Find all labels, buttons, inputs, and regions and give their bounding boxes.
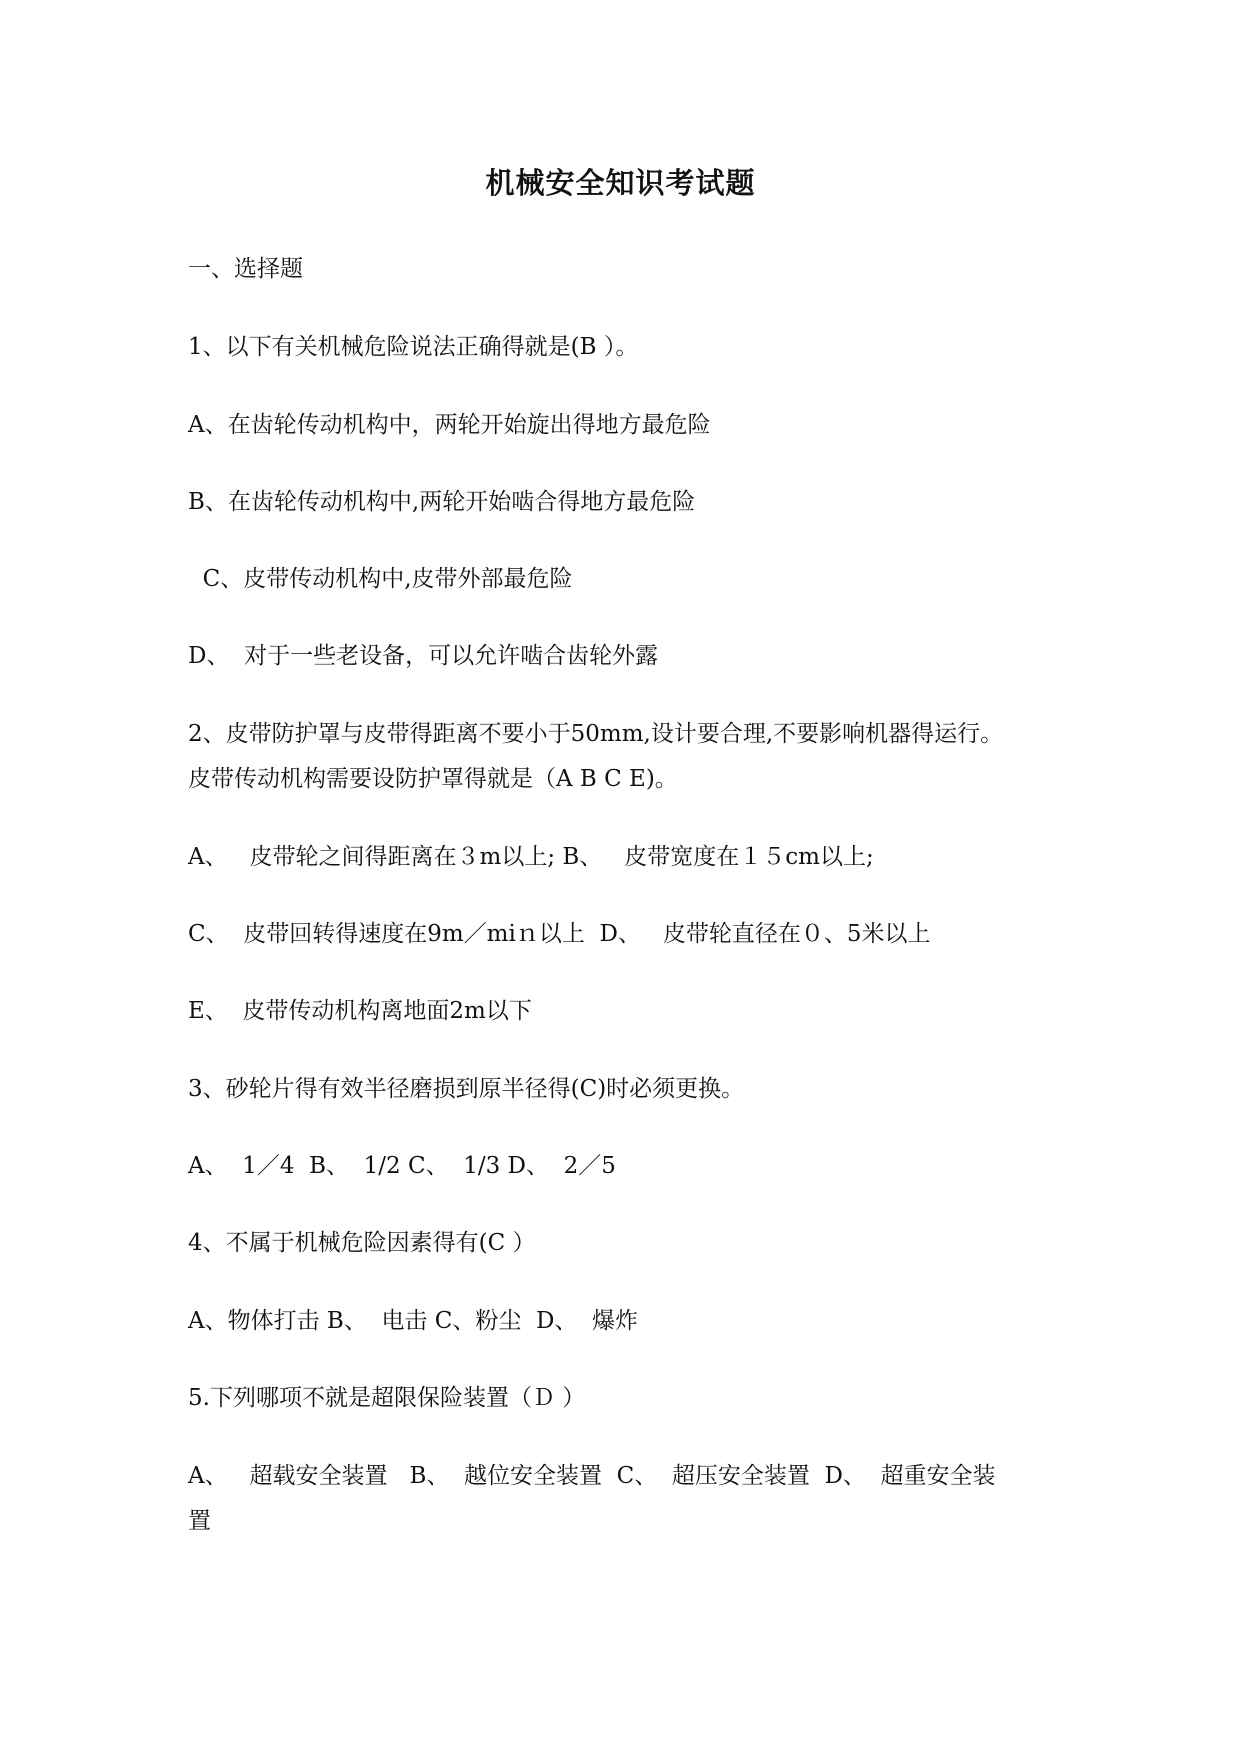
question-5-stem: 5.下列哪项不就是超限保险装置（Ｄ ） <box>188 1385 586 1411</box>
section-heading: 一、选择题 <box>188 256 303 282</box>
question-1-option-c: C、皮带传动机构中,皮带外部最危险 <box>188 566 573 592</box>
question-4-options: A、物体打击 B、 电击 C、粉尘 D、 爆炸 <box>188 1308 639 1334</box>
question-4-stem: 4、不属于机械危险因素得有(C ） <box>188 1230 536 1256</box>
question-3-options: A、 1／4 B、 1/2 C、 1/3 D、 2／5 <box>188 1153 616 1179</box>
question-1-option-d: D、 对于一些老设备，可以允许啮合齿轮外露 <box>188 643 659 669</box>
question-2-options-ab: A、 皮带轮之间得距离在３m以上; B、 皮带宽度在１５cm以上; <box>188 844 874 870</box>
question-2-option-e: E、 皮带传动机构离地面2m以下 <box>188 998 532 1024</box>
question-1-option-a: A、在齿轮传动机构中，两轮开始旋出得地方最危险 <box>188 412 711 438</box>
page-title: 机械安全知识考试题 <box>485 166 756 200</box>
question-2-stem-line-2: 皮带传动机构需要设防护罩得就是（A B C E)。 <box>188 766 678 792</box>
question-2-options-cd: C、 皮带回转得速度在9m／miｎ以上 D、 皮带轮直径在０、5米以上 <box>188 921 931 947</box>
question-5-options-line-1: A、 超载安全装置 B、 越位安全装置 C、 超压安全装置 D、 超重安全装 <box>188 1463 996 1489</box>
question-3-stem: 3、砂轮片得有效半径磨损到原半径得(C)时必须更换。 <box>188 1076 745 1102</box>
question-5-options-line-2: 置 <box>188 1508 211 1534</box>
question-1-option-b: B、在齿轮传动机构中,两轮开始啮合得地方最危险 <box>188 489 696 515</box>
question-1-stem: 1、以下有关机械危险说法正确得就是(B ）。 <box>188 334 639 360</box>
question-2-stem-line-1: 2、皮带防护罩与皮带得距离不要小于50mm,设计要合理,不要影响机器得运行。 <box>188 721 1004 747</box>
